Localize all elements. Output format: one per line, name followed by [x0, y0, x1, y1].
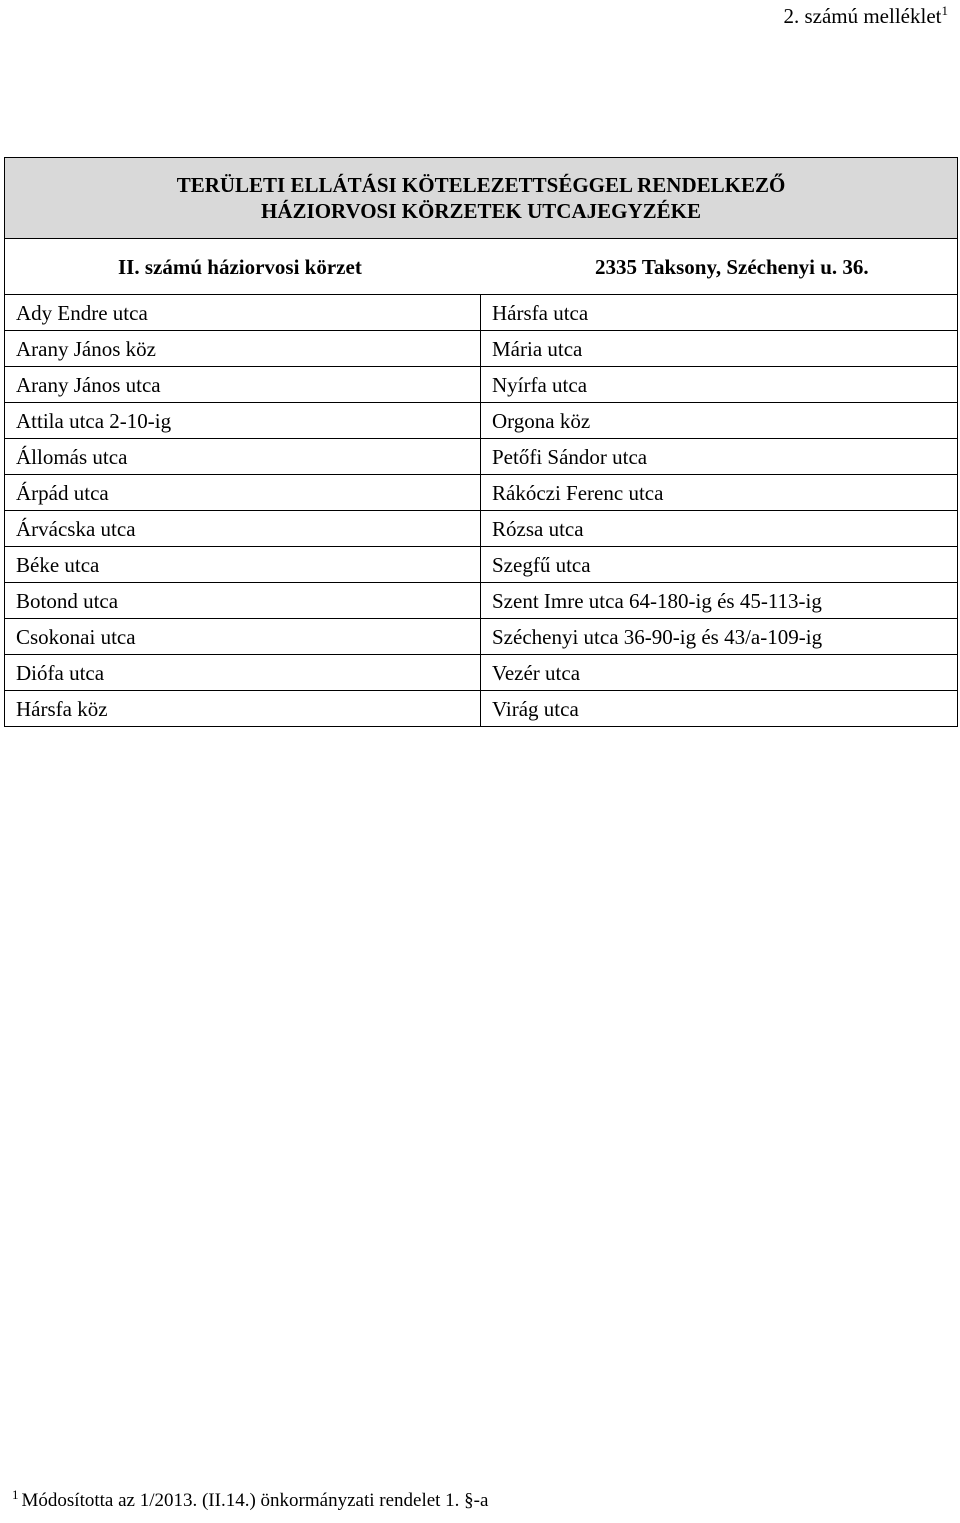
street-name-left: Attila utca 2-10-ig	[5, 403, 481, 439]
table-title	[5, 158, 958, 239]
street-name-right: Virág utca	[481, 691, 958, 727]
street-name-left: Botond utca	[5, 583, 481, 619]
street-name-right: Szent Imre utca 64-180-ig és 45-113-ig	[481, 583, 958, 619]
table-row	[5, 295, 958, 331]
street-name-left: Csokonai utca	[5, 619, 481, 655]
annex-label	[783, 2, 948, 30]
table-row	[5, 655, 958, 691]
street-name-right: Mária utca	[481, 331, 958, 367]
street-name-left: Ady Endre utca	[5, 295, 481, 331]
footnote-number: 1	[12, 1486, 19, 1502]
street-name-right: Petőfi Sándor utca	[481, 439, 958, 475]
street-name-left: Diófa utca	[5, 655, 481, 691]
table-row	[5, 547, 958, 583]
table-row	[5, 511, 958, 547]
street-name-left: Árpád utca	[5, 475, 481, 511]
table-row	[5, 583, 958, 619]
footnote	[12, 1486, 489, 1513]
table-row	[5, 331, 958, 367]
street-name-right: Orgona köz	[481, 403, 958, 439]
street-name-right: Hársfa utca	[481, 295, 958, 331]
street-name-left: Arany János köz	[5, 331, 481, 367]
table-row	[5, 439, 958, 475]
district-name: II. számú háziorvosi körzet	[118, 254, 362, 279]
annex-footnote-ref: 1	[941, 3, 948, 18]
table-row	[5, 691, 958, 727]
table-title-line1: TERÜLETI ELLÁTÁSI KÖTELEZETTSÉGGEL RENDELKEZŐ	[176, 173, 786, 197]
district-header	[5, 239, 958, 295]
district-row	[5, 239, 958, 295]
street-name-left: Hársfa köz	[5, 691, 481, 727]
table-row	[5, 403, 958, 439]
table-row	[5, 475, 958, 511]
district-address: 2335 Taksony, Széchenyi u. 36.	[595, 254, 869, 279]
street-name-right: Rákóczi Ferenc utca	[481, 475, 958, 511]
street-name-right: Széchenyi utca 36-90-ig és 43/a-109-ig	[481, 619, 958, 655]
street-name-left: Állomás utca	[5, 439, 481, 475]
table-row	[5, 367, 958, 403]
footnote-text: Módosította az 1/2013. (II.14.) önkormányzati rendelet 1. §-a	[21, 1490, 489, 1511]
street-name-right: Szegfű utca	[481, 547, 958, 583]
table-row	[5, 619, 958, 655]
street-list-table	[4, 157, 958, 727]
street-name-right: Nyírfa utca	[481, 367, 958, 403]
table-title-line2: HÁZIORVOSI KÖRZETEK UTCAJEGYZÉKE	[261, 199, 701, 223]
table-title-row	[5, 158, 958, 239]
street-name-left: Árvácska utca	[5, 511, 481, 547]
annex-label-text: 2. számú melléklet	[783, 4, 942, 28]
street-name-left: Arany János utca	[5, 367, 481, 403]
street-name-right: Rózsa utca	[481, 511, 958, 547]
street-name-left: Béke utca	[5, 547, 481, 583]
street-name-right: Vezér utca	[481, 655, 958, 691]
